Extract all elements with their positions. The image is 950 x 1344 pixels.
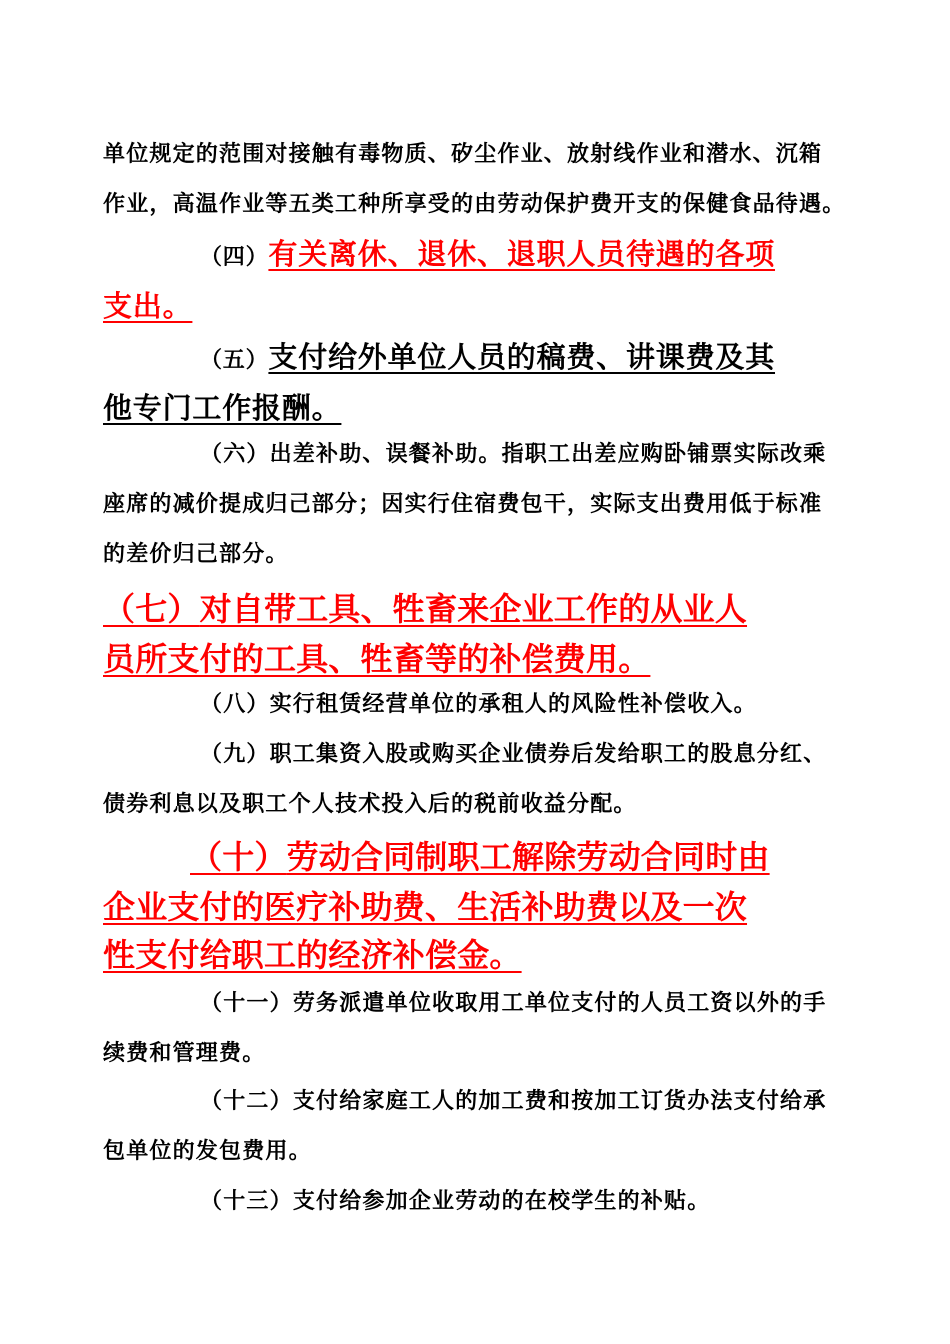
item-9-marker: （九）: [200, 742, 270, 767]
item-6-line-3: 的差价归己部分。: [103, 542, 289, 567]
item-10-line-3: 性支付给职工的经济补偿金。: [103, 936, 522, 974]
item-13-marker: （十三）: [200, 1189, 293, 1214]
item-6-line-2: 座席的减价提成归己部分；因实行住宿费包干，实际支出费用低于标准: [103, 492, 823, 517]
item-10-line-2: 企业支付的医疗补助费、生活补助费以及一次: [103, 888, 748, 926]
item-11-line-1: [200, 986, 826, 1017]
item-7-text: 对自带工具、牲畜来企业工作的从业人: [199, 590, 748, 628]
item-7-line-2: 员所支付的工具、牲畜等的补偿费用。: [103, 640, 651, 678]
item-10-text: 劳动合同制职工解除劳动合同时由: [286, 838, 770, 876]
item-5-text: 支付给外单位人员的稿费、讲课费及其: [268, 340, 776, 374]
body-text-line: 单位规定的范围对接触有毒物质、矽尘作业、放射线作业和潜水、沉箱: [103, 142, 823, 167]
item-4-line-1: [200, 232, 775, 273]
item-12-line-1: [200, 1084, 826, 1115]
item-8-marker: （八）: [200, 692, 270, 717]
item-6-text: 出差补助、误餐补助。指职工出差应购卧铺票实际改乘: [269, 442, 827, 467]
item-5-line-1: [200, 335, 775, 376]
item-10-marker: （十）: [190, 838, 287, 876]
item-7-line-1: [103, 584, 747, 630]
item-13-line-1: [200, 1184, 710, 1215]
item-7-marker: （七）: [103, 590, 200, 628]
item-5-marker: （五）: [200, 348, 269, 373]
item-9-line-1: [200, 737, 826, 768]
item-4-marker: （四）: [200, 245, 269, 270]
item-11-marker: （十一）: [200, 991, 293, 1016]
item-10-line-1: [190, 832, 770, 878]
item-13-text: 支付给参加企业劳动的在校学生的补贴。: [292, 1189, 711, 1214]
body-text-line: 作业，高温作业等五类工种所享受的由劳动保护费开支的保健食品待遇。: [103, 192, 846, 217]
item-12-marker: （十二）: [200, 1089, 293, 1114]
item-11-line-2: 续费和管理费。: [103, 1041, 266, 1066]
item-6-line-1: [200, 437, 826, 468]
item-9-text: 职工集资入股或购买企业债券后发给职工的股息分红、: [269, 742, 827, 767]
item-6-marker: （六）: [200, 442, 270, 467]
item-4-text: 有关离休、退休、退职人员待遇的各项: [268, 237, 776, 271]
item-8-text: 实行租赁经营单位的承租人的风险性补偿收入。: [269, 692, 757, 717]
item-9-line-2: 债券利息以及职工个人技术投入后的税前收益分配。: [103, 792, 637, 817]
item-8-line-1: [200, 687, 757, 718]
item-4-line-2: 支出。: [103, 289, 193, 323]
item-12-line-2: 包单位的发包费用。: [103, 1139, 312, 1164]
item-11-text: 劳务派遣单位收取用工单位支付的人员工资以外的手: [292, 991, 827, 1016]
item-12-text: 支付给家庭工人的加工费和按加工订货办法支付给承: [292, 1089, 827, 1114]
item-5-line-2: 他专门工作报酬。: [103, 391, 342, 425]
